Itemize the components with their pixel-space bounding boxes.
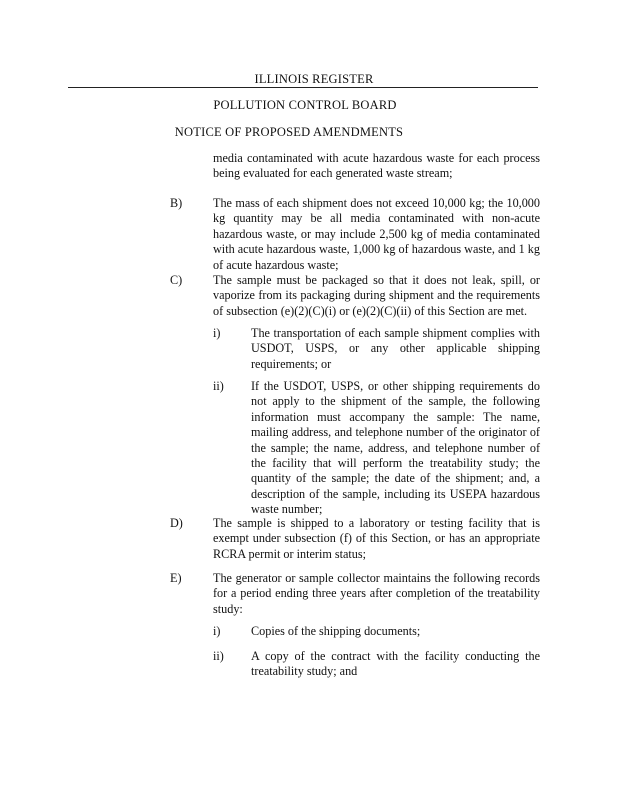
- item-e-i-label: i): [213, 624, 221, 638]
- item-c-i-label: i): [213, 326, 221, 340]
- header-rule: [68, 87, 538, 88]
- register-title: ILLINOIS REGISTER: [254, 72, 374, 86]
- item-e-ii-text: A copy of the contract with the facility conducting the treatability study; and: [251, 649, 540, 679]
- item-e-text: The generator or sample collector maintains the following records for a period ending three years after completion of the treatability study:: [213, 571, 540, 616]
- item-c-i-text: The transportation of each sample shipment complies with USDOT, USPS, or any other applicable shipping requirements; or: [251, 326, 540, 371]
- item-c-label: C): [170, 273, 183, 287]
- item-c-text: The sample must be packaged so that it does not leak, spill, or vaporize from its packaging during shipment and the requirements of subsection (e)(2)(C)(i) or (e)(2)(C)(ii) of this Section are met.: [213, 273, 540, 318]
- item-b-label: B): [170, 196, 183, 210]
- item-e-i-text: Copies of the shipping documents;: [251, 624, 421, 638]
- item-e-ii-label: ii): [213, 649, 224, 663]
- item-d-label: D): [170, 516, 183, 530]
- item-b-text: The mass of each shipment does not exceed 10,000 kg; the 10,000 kg quantity may be all media contaminated with non-acute hazardous waste, or may include 2,500 kg of media contaminated with acute hazardous waste, 1,000 kg of hazardous waste, and 1 kg of acute hazardous waste;: [213, 196, 540, 272]
- continuation-paragraph: media contaminated with acute hazardous waste for each process being evaluated for each generated waste stream;: [213, 151, 540, 181]
- item-d-text: The sample is shipped to a laboratory or testing facility that is exempt under subsection (f) of this Section, or has an appropriate RCRA permit or interim status;: [213, 516, 540, 561]
- item-c-ii-label: ii): [213, 379, 224, 393]
- item-e-label: E): [170, 571, 182, 585]
- board-title: POLLUTION CONTROL BOARD: [213, 98, 397, 112]
- item-c-ii-text: If the USDOT, USPS, or other shipping requirements do not apply to the shipment of the sample, the following information must accompany the sample: The name, mailing address, and telephone number of the originator of the sample; the name, address, and telephone number of the facility that will perform the treatability study; the quantity of the sample; the date of the shipment; and, a description of the sample, including its USEPA hazardous waste number;: [251, 379, 540, 517]
- notice-title: NOTICE OF PROPOSED AMENDMENTS: [174, 125, 404, 139]
